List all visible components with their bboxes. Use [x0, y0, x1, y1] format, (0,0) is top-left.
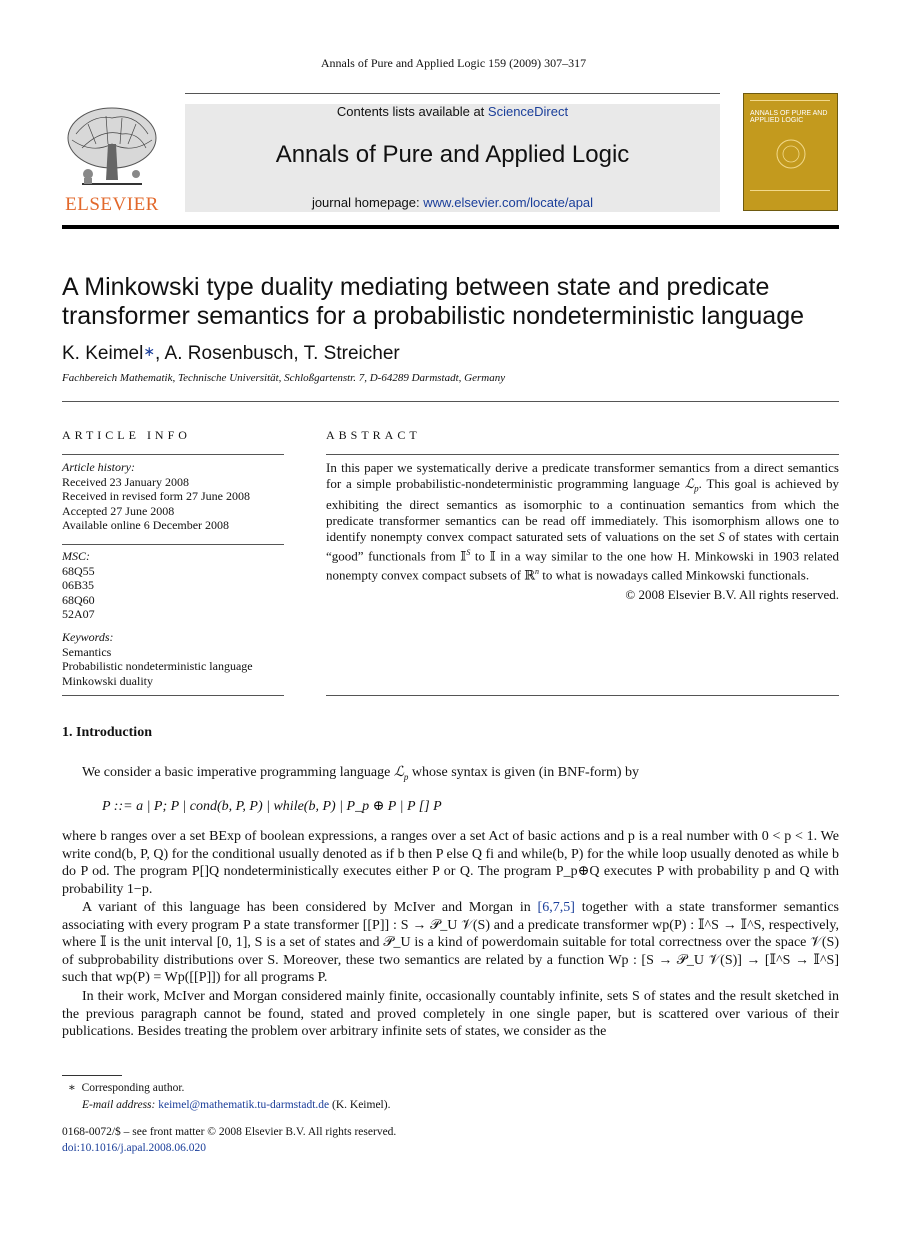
email-link[interactable]: keimel@mathematik.tu-darmstadt.de — [158, 1099, 330, 1111]
history-received: Received 23 January 2008 — [62, 474, 189, 489]
cover-rule-bottom — [750, 190, 830, 191]
journal-name: Annals of Pure and Applied Logic — [275, 141, 630, 168]
title-line-1: A Minkowski type duality mediating between state and predicate — [62, 273, 770, 301]
journal-citation: Annals of Pure and Applied Logic 159 (2009) 307–317 — [320, 56, 587, 70]
msc-label: MSC: — [62, 549, 90, 563]
intro-text: whose syntax is given (in BNF-form) by — [408, 765, 640, 780]
other-authors: , A. Rosenbusch, T. Streicher — [155, 343, 400, 364]
msc-code: 06B35 — [62, 578, 95, 592]
email-suffix: (K. Keimel). — [329, 1099, 391, 1111]
msc-codes — [62, 549, 95, 622]
abstract-part: In this paper we systematically derive a predicate transformer semantics from a direct semantics for a simple probabilistic-nondeterministic programming language — [326, 460, 839, 491]
corresponding-author-mark[interactable]: ∗ — [143, 343, 156, 359]
abstract-rule-bottom — [326, 695, 839, 696]
bnf-grammar: P ::= a | P; P | cond(b, P, P) | while(b, P) | P_p ⊕ P | P [] P — [102, 799, 442, 814]
cover-emblem-icon — [766, 134, 816, 174]
sciencedirect-link[interactable]: ScienceDirect — [487, 104, 569, 119]
intro-text: We consider a basic imperative programming language — [82, 765, 394, 780]
msc-code: 68Q60 — [62, 592, 95, 607]
article-info-heading: ARTICLE INFO — [62, 428, 191, 442]
history-online: Available online 6 December 2008 — [62, 518, 230, 532]
affiliation: Fachbereich Mathematik, Technische Universität, Schloßgartenstr. 7, D-64289 Darmstadt, Germany — [62, 372, 506, 384]
abstract-part: to what is nowadays called Minkowski functionals. — [539, 567, 810, 583]
issn-line: 0168-0072/$ – see front matter © 2008 Elsevier B.V. All rights reserved. — [62, 1126, 397, 1138]
journal-cover-image — [743, 93, 838, 211]
banner-top-rule — [185, 93, 720, 94]
keyword: Minkowski duality — [62, 673, 154, 688]
elsevier-tree-logo — [62, 104, 162, 194]
keywords — [62, 630, 253, 688]
history-accepted: Accepted 27 June 2008 — [62, 503, 175, 518]
homepage-line — [185, 195, 720, 210]
author-list — [62, 343, 400, 365]
article-history — [62, 460, 250, 533]
history-revised: Received in revised form 27 June 2008 — [62, 489, 250, 503]
info-rule-2 — [62, 544, 284, 545]
author-keimel: K. Keimel — [62, 343, 144, 364]
homepage-link[interactable]: www.elsevier.com/locate/apal — [423, 195, 594, 210]
keyword: Probabilistic nondeterministic language — [62, 659, 253, 673]
abstract-heading: ABSTRACT — [326, 428, 421, 442]
msc-code: 52A07 — [62, 607, 95, 621]
info-rule-1 — [62, 454, 284, 455]
header-thick-rule — [62, 225, 839, 229]
abstract-part: of states with certain “good” functionals from — [326, 528, 839, 563]
intro-paragraph-3 — [62, 899, 839, 987]
reference-link[interactable]: [6,7,5] — [537, 900, 575, 915]
article-title — [62, 273, 842, 331]
footnote-mark: ∗ — [68, 1082, 76, 1094]
footnote-rule — [62, 1075, 122, 1076]
doi-link[interactable]: doi:10.1016/j.apal.2008.06.020 — [62, 1142, 207, 1154]
contents-line — [185, 104, 720, 119]
email-label: E-mail address: — [82, 1099, 159, 1111]
info-rule-3 — [62, 695, 284, 696]
abstract-text: In this paper we systematically derive a predicate transformer semantics from a direct semantics for a simple probabilistic-nondeterministic programming language ℒ$_p$. This goal is achieved by exhibiting the direct semantics as isomorphic to a continuation semantics from which the predicate transformer semantics can be read off immediately. This isomorphism allows one to identify nonempty convex compact saturated sets of valuations on the set S of states with certain “good” functionals from 𝕀$^S$ to 𝕀 in a way similar to the one how H. Minkowski in 1903 related nonempty convex compact subsets of ℝ$^n$ to what is nowadays called Minkowski functionals. — [326, 460, 840, 583]
msc-code: 68Q55 — [62, 563, 95, 578]
corresponding-label: Corresponding author. — [81, 1082, 185, 1094]
corresponding-author-note — [68, 1080, 184, 1096]
intro-paragraph-4: In their work, McIver and Morgan considered mainly finite, occasionally countably infinite, sets S of states and the result sketched in the previous paragraph cannot be found, stated and proved completely in one single paper, but is scattered over various of their publications. Besides treating the problem over arbitrary infinite sets of states, we consider as the — [62, 989, 839, 1039]
intro-text: A variant of this language has been considered by McIver and Morgan in — [82, 900, 538, 915]
keyword: Semantics — [62, 644, 112, 659]
contents-prefix: Contents lists available at — [336, 104, 488, 119]
abstract-part: to — [470, 547, 490, 563]
title-line-2: transformer semantics for a probabilistic nondeterministic language — [62, 302, 805, 330]
history-label: Article history: — [62, 460, 135, 474]
abstract-rule-top — [326, 454, 839, 455]
keywords-label: Keywords: — [62, 630, 114, 644]
abstract-part: in a way similar to the one how H. Minkowski in 1903 related nonempty convex compact subsets of — [326, 547, 840, 583]
abstract-part: . This goal is achieved by exhibiting the direct semantics as isomorphic to a continuation semantics from which the predicate transformer semantics can be read off immediately. This isomorphism allows one to identify nonempty convex compact saturated sets of valuations on the set — [326, 476, 840, 544]
section-heading-introduction: 1. Introduction — [62, 725, 152, 740]
cover-rule — [750, 100, 830, 101]
homepage-prefix: journal homepage: — [311, 195, 424, 210]
publisher-wordmark: ELSEVIER — [65, 194, 159, 215]
cover-title: ANNALS OF PURE AND APPLIED LOGIC — [750, 110, 828, 124]
intro-paragraph-2: where b ranges over a set BExp of boolean expressions, a ranges over a set Act of basic actions and p is a real number with 0 < p < 1. We write cond(b, P, Q) for the conditional usually denoted as if b then P else Q fi and while(b, P) for the while loop usually denoted as while b do P od. The program P[]Q nondeterministically executes either P or Q. The program P_p⊕Q executes P with probability p and Q with probability 1−p. — [62, 829, 839, 897]
affiliation-rule — [62, 401, 839, 402]
intro-text: together with a state transformer semantics associating with every program P a state transformer [[P]] : S → 𝒫_U 𝒱(S) and a predicate transformer wp(P) : 𝕀^S → 𝕀^S, respectively, where 𝕀 is the unit interval [0, 1], S is a set of states and 𝒫_U is a kind of powerdomain suitable for total correctness over the space 𝒱(S) of subprobability distributions over S. Moreover, these two semantics are related by a function Wp : [S → 𝒫_U 𝒱(S)] → [𝕀^S → 𝕀^S] such that wp(P) = Wp([[P]]) for all programs P. — [62, 900, 840, 985]
intro-paragraph-1: We consider a basic imperative programming language ℒ$_p$ whose syntax is given (in BNF-form) by — [82, 765, 640, 782]
email-note — [82, 1097, 390, 1113]
abstract-copyright: © 2008 Elsevier B.V. All rights reserved. — [625, 587, 839, 602]
